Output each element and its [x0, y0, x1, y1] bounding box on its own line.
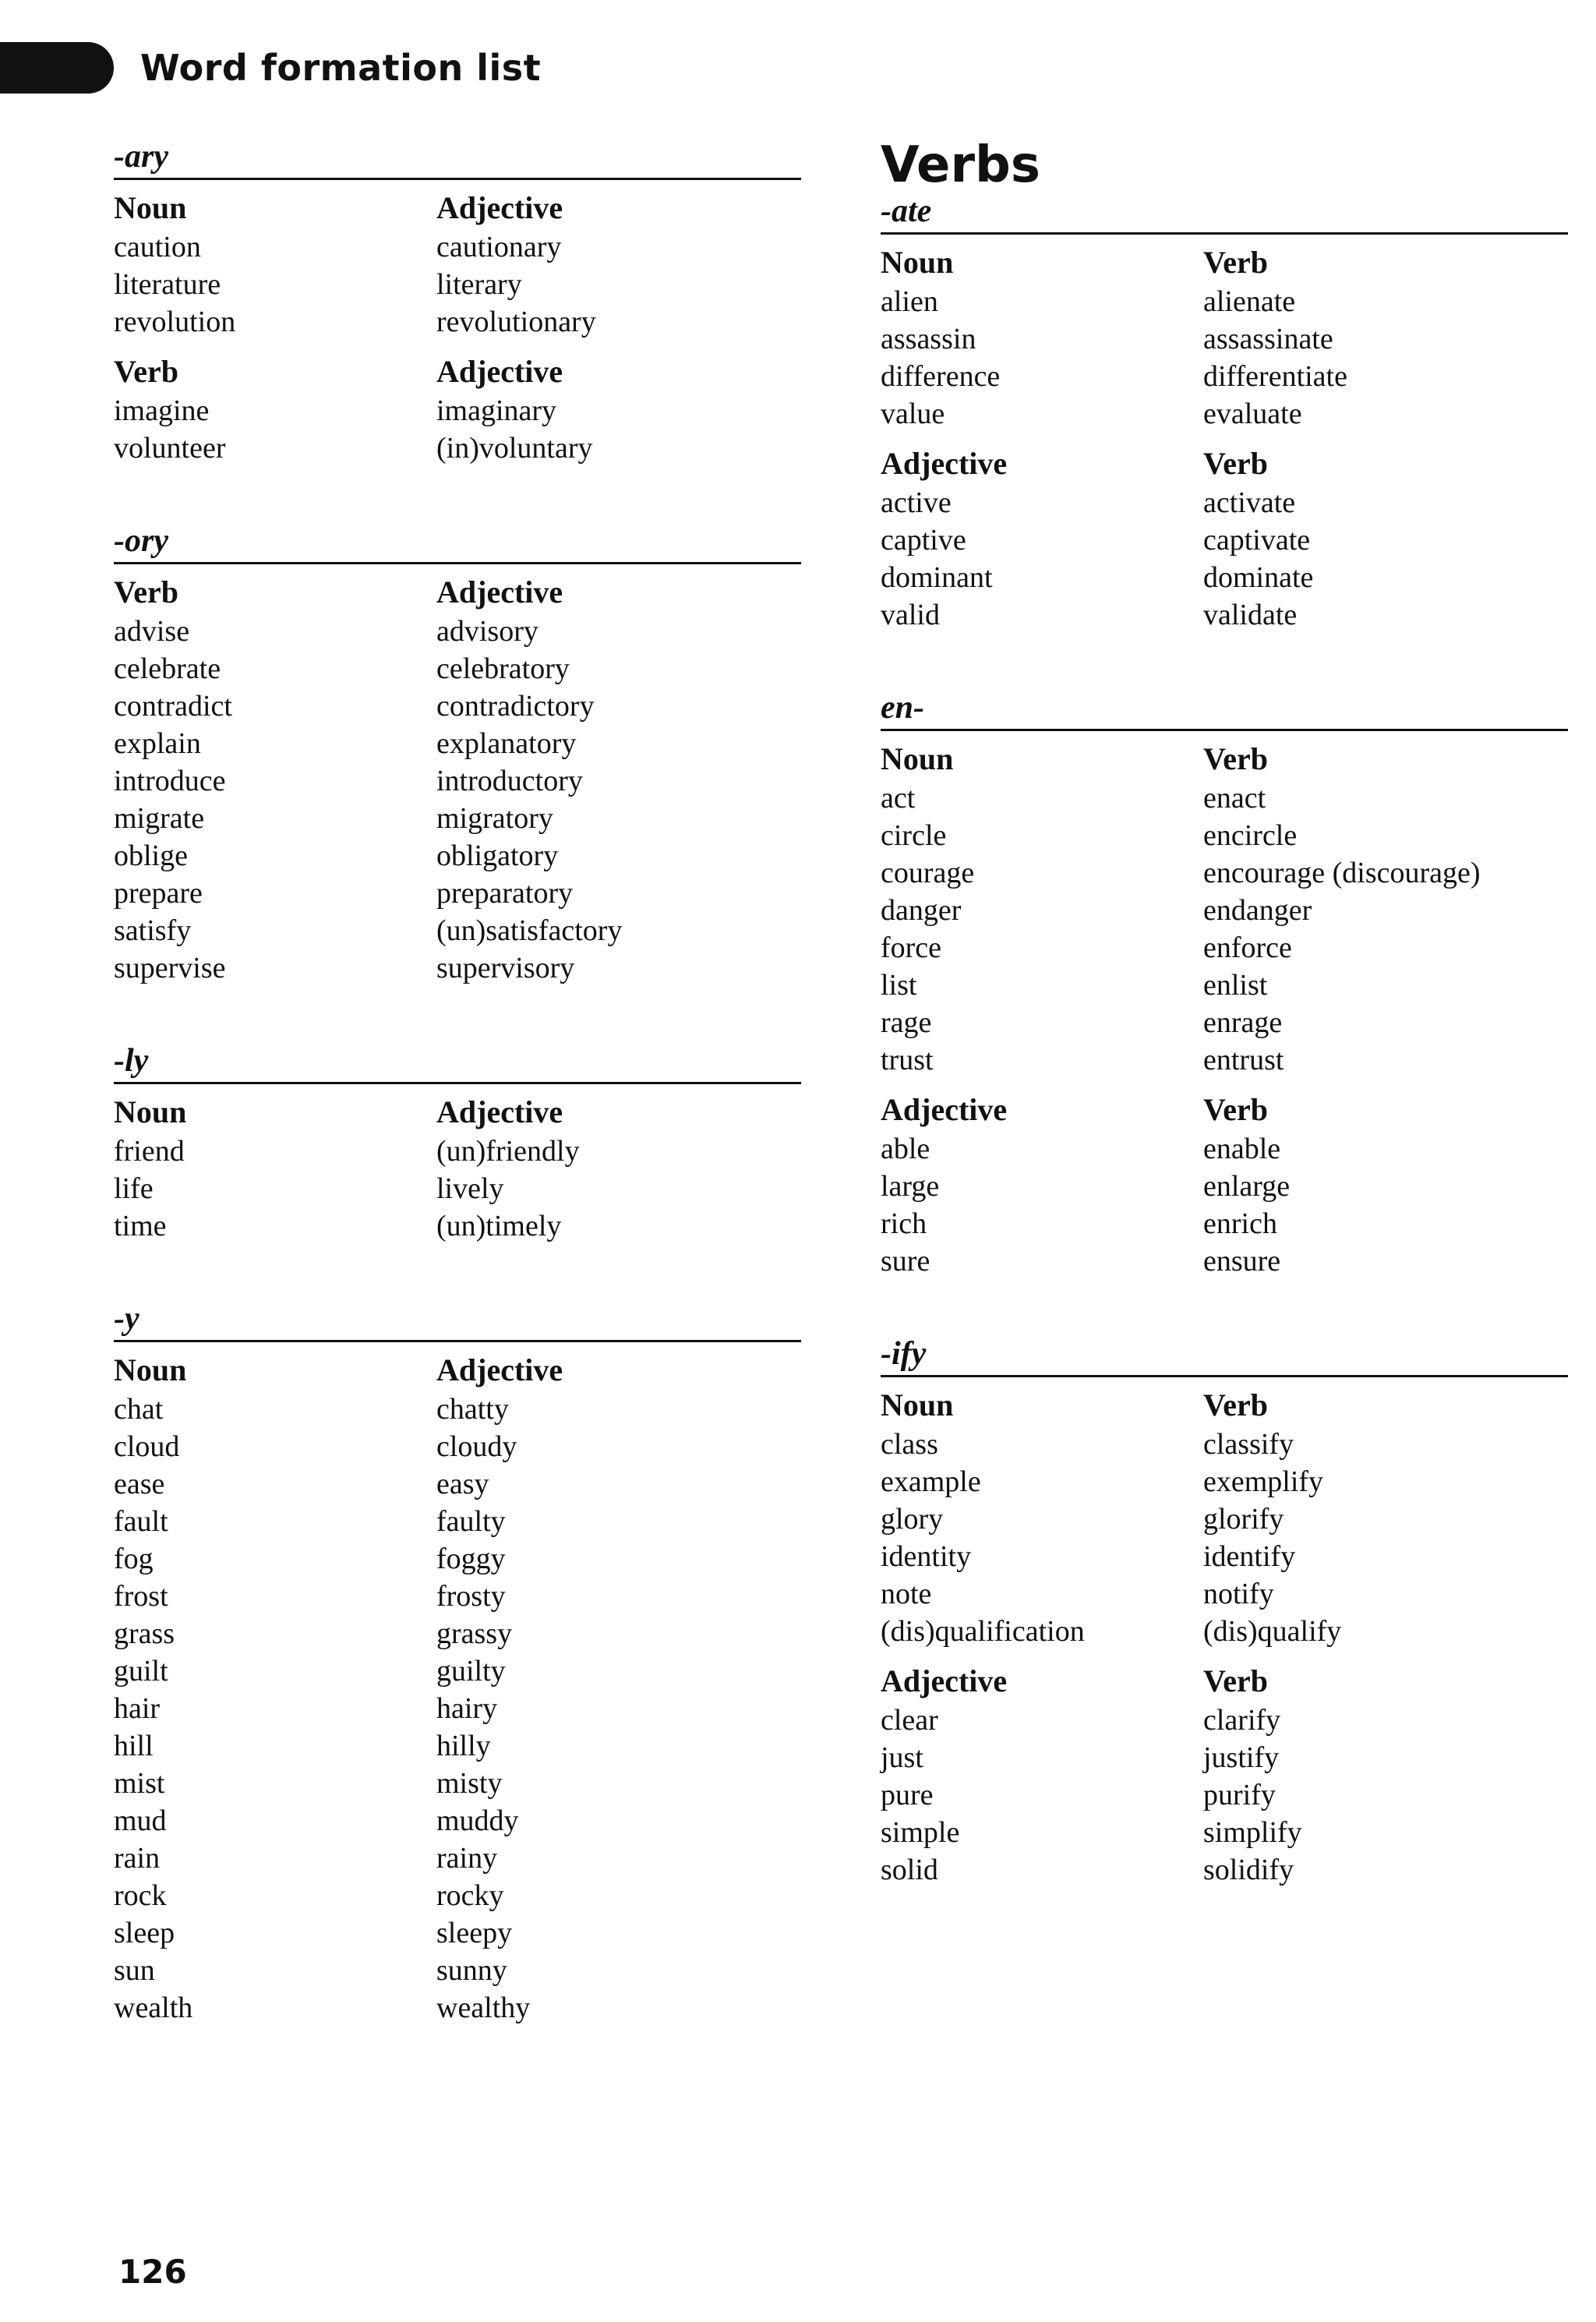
- derived-word: muddy: [436, 1804, 519, 1837]
- word-pair-row: [114, 392, 801, 429]
- base-word: mud: [114, 1804, 167, 1837]
- base-word: difference: [881, 360, 1001, 393]
- base-word: grass: [114, 1617, 175, 1650]
- word-pair-row: [114, 912, 801, 949]
- column-header-base: Noun: [881, 245, 954, 280]
- derived-word: literary: [436, 268, 522, 301]
- derived-word: dominate: [1203, 561, 1314, 594]
- word-group: [881, 242, 1568, 433]
- word-pair-row: [114, 949, 801, 987]
- base-word: (dis)qualification: [881, 1615, 1085, 1648]
- base-word: trust: [881, 1044, 934, 1076]
- column-header-derived: Adjective: [436, 574, 563, 610]
- word-group: [881, 1661, 1568, 1889]
- base-word: clear: [881, 1704, 938, 1737]
- base-word: sun: [114, 1954, 155, 1987]
- derived-word: enrich: [1203, 1207, 1277, 1240]
- word-pair-row: [114, 1727, 801, 1765]
- word-pair-row: [114, 1840, 801, 1877]
- word-pair-row: [881, 1168, 1568, 1205]
- column-header-row: [114, 1350, 801, 1391]
- base-word: alien: [881, 285, 938, 318]
- right-column: [881, 137, 1568, 1900]
- derived-word: alienate: [1203, 285, 1296, 318]
- base-word: rage: [881, 1006, 932, 1039]
- word-pair-row: [114, 1465, 801, 1503]
- base-word: act: [881, 782, 916, 815]
- word-pair-row: [881, 484, 1568, 521]
- word-pair-row: [881, 358, 1568, 395]
- base-word: ease: [114, 1468, 165, 1500]
- suffix-heading: -y: [114, 1301, 139, 1337]
- derived-word: enact: [1203, 782, 1266, 815]
- derived-word: chatty: [436, 1393, 509, 1426]
- base-word: simple: [881, 1816, 960, 1849]
- word-pair-row: [114, 1652, 801, 1690]
- word-pair-row: [114, 687, 801, 725]
- column-header-base: Noun: [114, 190, 187, 225]
- word-pair-row: [114, 1615, 801, 1652]
- derived-word: encourage (discourage): [1203, 857, 1481, 889]
- derived-word: hilly: [436, 1730, 491, 1762]
- derived-word: cloudy: [436, 1430, 517, 1463]
- base-word: large: [881, 1170, 940, 1203]
- column-header-base: Verb: [114, 574, 178, 610]
- base-word: frost: [114, 1580, 168, 1613]
- page-title: Word formation list: [140, 47, 542, 89]
- base-word: valid: [881, 599, 940, 631]
- base-word: contradict: [114, 690, 232, 723]
- base-word: example: [881, 1465, 981, 1498]
- column-header-derived: Verb: [1203, 1387, 1268, 1423]
- word-pair-row: [114, 1170, 801, 1207]
- derived-word: (in)voluntary: [436, 432, 593, 465]
- word-pair-row: [881, 1463, 1568, 1500]
- word-group: [114, 572, 801, 987]
- derived-word: rocky: [436, 1879, 504, 1912]
- word-pair-row: [881, 1205, 1568, 1242]
- derived-word: faulty: [436, 1505, 506, 1538]
- word-group: [881, 1385, 1568, 1650]
- derived-word: supervisory: [436, 952, 575, 984]
- base-word: glory: [881, 1503, 944, 1536]
- derived-word: sunny: [436, 1954, 507, 1987]
- derived-word: revolutionary: [436, 306, 596, 338]
- base-word: introduce: [114, 765, 226, 797]
- word-pair-row: [114, 1428, 801, 1465]
- derived-word: frosty: [436, 1580, 506, 1613]
- column-header-row: [881, 739, 1568, 779]
- derived-word: ensure: [1203, 1245, 1281, 1278]
- base-word: prepare: [114, 877, 203, 910]
- section-rule: [881, 232, 1568, 235]
- column-header-row: [881, 242, 1568, 283]
- column-header-derived: Verb: [1203, 1092, 1268, 1127]
- word-pair-row: [114, 1914, 801, 1952]
- section-ly: [114, 1041, 801, 1245]
- base-word: value: [881, 398, 945, 430]
- base-word: rich: [881, 1207, 927, 1240]
- word-pair-row: [114, 1133, 801, 1170]
- word-pair-row: [881, 559, 1568, 596]
- column-header-row: [114, 572, 801, 613]
- base-word: cloud: [114, 1430, 180, 1463]
- word-pair-row: [114, 1503, 801, 1540]
- base-word: captive: [881, 524, 966, 557]
- derived-word: purify: [1203, 1779, 1276, 1811]
- word-pair-row: [114, 1578, 801, 1615]
- base-word: hill: [114, 1730, 154, 1762]
- word-pair-row: [881, 1851, 1568, 1889]
- derived-word: enrage: [1203, 1006, 1283, 1039]
- word-pair-row: [114, 266, 801, 303]
- column-header-base: Noun: [881, 1387, 954, 1423]
- derived-word: notify: [1203, 1578, 1274, 1610]
- column-header-derived: Verb: [1203, 741, 1268, 776]
- word-pair-row: [114, 725, 801, 762]
- base-word: able: [881, 1133, 930, 1165]
- word-pair-row: [114, 1802, 801, 1840]
- column-header-row: [881, 1385, 1568, 1426]
- base-word: wealth: [114, 1992, 193, 2024]
- suffix-heading: en-: [881, 690, 924, 726]
- column-header-derived: Adjective: [436, 354, 563, 389]
- word-pair-row: [114, 837, 801, 875]
- section-rule: [114, 178, 801, 180]
- word-pair-row: [881, 1041, 1568, 1079]
- word-pair-row: [881, 1739, 1568, 1776]
- section-rule: [114, 1340, 801, 1342]
- section-rule: [881, 1375, 1568, 1377]
- base-word: fog: [114, 1543, 154, 1575]
- base-word: sleep: [114, 1917, 175, 1949]
- word-group: [114, 1092, 801, 1245]
- base-word: hair: [114, 1692, 161, 1725]
- derived-word: advisory: [436, 615, 538, 648]
- derived-word: misty: [436, 1767, 503, 1800]
- base-word: literature: [114, 268, 221, 301]
- derived-word: enforce: [1203, 931, 1292, 964]
- word-pair-row: [114, 429, 801, 467]
- derived-word: grassy: [436, 1617, 513, 1650]
- base-word: rock: [114, 1879, 167, 1912]
- derived-word: hairy: [436, 1692, 498, 1725]
- word-group: [114, 352, 801, 467]
- base-word: force: [881, 931, 942, 964]
- section-rule: [114, 1082, 801, 1084]
- section-spacer: [881, 645, 1568, 688]
- derived-word: (dis)qualify: [1203, 1615, 1342, 1648]
- column-header-base: Adjective: [881, 1663, 1008, 1698]
- column-header-base: Adjective: [881, 1092, 1008, 1127]
- derived-word: encircle: [1203, 819, 1298, 852]
- word-pair-row: [114, 1690, 801, 1727]
- word-pair-row: [881, 817, 1568, 854]
- word-pair-row: [114, 1989, 801, 2027]
- word-pair-row: [881, 1702, 1568, 1739]
- page-number: 126: [118, 2253, 187, 2291]
- column-header-derived: Adjective: [436, 1352, 563, 1387]
- base-word: solid: [881, 1854, 938, 1886]
- word-pair-row: [114, 303, 801, 341]
- right-sections: [881, 192, 1568, 1889]
- base-word: explain: [114, 727, 201, 760]
- derived-word: easy: [436, 1468, 489, 1500]
- word-pair-row: [881, 1426, 1568, 1463]
- derived-word: exemplify: [1203, 1465, 1324, 1498]
- derived-word: solidify: [1203, 1854, 1294, 1886]
- word-pair-row: [881, 1242, 1568, 1280]
- base-word: fault: [114, 1505, 168, 1538]
- section-spacer: [114, 1256, 801, 1299]
- column-header-row: [881, 444, 1568, 484]
- derived-word: identify: [1203, 1540, 1296, 1573]
- word-pair-row: [114, 1207, 801, 1245]
- base-word: list: [881, 969, 917, 1002]
- derived-word: assassinate: [1203, 323, 1333, 355]
- section-rule: [881, 729, 1568, 731]
- word-group: [881, 1090, 1568, 1280]
- suffix-heading: -ly: [114, 1043, 149, 1079]
- base-word: life: [114, 1172, 154, 1205]
- derived-word: simplify: [1203, 1816, 1302, 1849]
- derived-word: sleepy: [436, 1917, 513, 1949]
- section-ify: [881, 1334, 1568, 1889]
- word-pair-row: [114, 800, 801, 837]
- base-word: guilt: [114, 1655, 168, 1688]
- word-pair-row: [881, 521, 1568, 559]
- base-word: assassin: [881, 323, 976, 355]
- suffix-heading: -ify: [881, 1336, 927, 1372]
- word-pair-row: [881, 1613, 1568, 1650]
- section-ary: [114, 137, 801, 467]
- derived-word: evaluate: [1203, 398, 1302, 430]
- derived-word: activate: [1203, 486, 1296, 519]
- word-pair-row: [881, 1538, 1568, 1575]
- base-word: just: [881, 1741, 923, 1774]
- word-pair-row: [881, 320, 1568, 358]
- suffix-heading: -ate: [881, 193, 932, 229]
- base-word: friend: [114, 1135, 185, 1168]
- derived-word: wealthy: [436, 1992, 531, 2024]
- base-word: pure: [881, 1779, 934, 1811]
- derived-word: cautionary: [436, 231, 562, 263]
- derived-word: enlist: [1203, 969, 1268, 1002]
- section-spacer: [881, 1291, 1568, 1334]
- base-word: class: [881, 1428, 938, 1461]
- column-header-row: [114, 188, 801, 228]
- section-y: [114, 1299, 801, 2027]
- left-column: [114, 137, 801, 2037]
- base-word: mist: [114, 1767, 165, 1800]
- derived-word: introductory: [436, 765, 583, 797]
- base-word: migrate: [114, 802, 205, 835]
- base-word: identity: [881, 1540, 972, 1573]
- word-group: [114, 188, 801, 341]
- word-pair-row: [114, 228, 801, 266]
- column-header-row: [881, 1661, 1568, 1702]
- derived-word: obligatory: [436, 839, 559, 872]
- word-pair-row: [114, 650, 801, 687]
- word-pair-row: [881, 929, 1568, 967]
- base-word: supervise: [114, 952, 226, 984]
- base-word: courage: [881, 857, 975, 889]
- column-header-row: [114, 352, 801, 392]
- word-pair-row: [881, 967, 1568, 1004]
- word-pair-row: [881, 779, 1568, 817]
- section-spacer: [114, 478, 801, 521]
- word-pair-row: [114, 1540, 801, 1578]
- derived-word: foggy: [436, 1543, 506, 1575]
- word-pair-row: [114, 613, 801, 650]
- word-pair-row: [881, 1130, 1568, 1168]
- word-pair-row: [114, 875, 801, 912]
- column-header-row: [881, 1090, 1568, 1130]
- base-word: sure: [881, 1245, 930, 1278]
- section-ate: [881, 192, 1568, 634]
- derived-word: contradictory: [436, 690, 595, 723]
- derived-word: validate: [1203, 599, 1298, 631]
- derived-word: imaginary: [436, 394, 557, 427]
- column-header-base: Noun: [114, 1352, 187, 1387]
- base-word: revolution: [114, 306, 236, 338]
- part-title-verbs: Verbs: [881, 136, 1040, 194]
- base-word: satisfy: [114, 914, 192, 947]
- base-word: time: [114, 1210, 167, 1242]
- derived-word: captivate: [1203, 524, 1311, 557]
- base-word: note: [881, 1578, 932, 1610]
- word-pair-row: [114, 1952, 801, 1989]
- base-word: celebrate: [114, 652, 221, 685]
- derived-word: endanger: [1203, 894, 1312, 927]
- word-group: [881, 444, 1568, 634]
- column-header-derived: Verb: [1203, 245, 1268, 280]
- derived-word: justify: [1203, 1741, 1280, 1774]
- section-ory: [114, 521, 801, 987]
- base-word: caution: [114, 231, 201, 263]
- derived-word: rainy: [436, 1842, 498, 1875]
- column-header-base: Adjective: [881, 446, 1008, 481]
- base-word: danger: [881, 894, 962, 927]
- derived-word: preparatory: [436, 877, 574, 910]
- derived-word: celebratory: [436, 652, 570, 685]
- word-group: [881, 739, 1568, 1079]
- word-pair-row: [114, 1391, 801, 1428]
- word-pair-row: [881, 1814, 1568, 1851]
- column-header-base: Noun: [881, 741, 954, 776]
- column-header-derived: Verb: [1203, 446, 1268, 481]
- word-pair-row: [881, 1776, 1568, 1814]
- base-word: imagine: [114, 394, 210, 427]
- word-pair-row: [881, 283, 1568, 320]
- word-pair-row: [881, 1004, 1568, 1041]
- word-pair-row: [881, 395, 1568, 433]
- derived-word: (un)satisfactory: [436, 914, 623, 947]
- word-pair-row: [881, 1575, 1568, 1613]
- word-group: [114, 1350, 801, 2027]
- derived-word: clarify: [1203, 1704, 1281, 1737]
- base-word: oblige: [114, 839, 188, 872]
- word-pair-row: [881, 854, 1568, 892]
- derived-word: lively: [436, 1172, 504, 1205]
- column-header-derived: Verb: [1203, 1663, 1268, 1698]
- section-en: [881, 688, 1568, 1280]
- word-pair-row: [114, 1765, 801, 1802]
- derived-word: enable: [1203, 1133, 1281, 1165]
- derived-word: migratory: [436, 802, 553, 835]
- derived-word: explanatory: [436, 727, 577, 760]
- base-word: advise: [114, 615, 190, 648]
- derived-word: classify: [1203, 1428, 1294, 1461]
- derived-word: enlarge: [1203, 1170, 1291, 1203]
- section-rule: [114, 562, 801, 564]
- base-word: rain: [114, 1842, 161, 1875]
- base-word: volunteer: [114, 432, 226, 465]
- header-tab-marker: [0, 42, 114, 94]
- section-spacer: [114, 998, 801, 1041]
- suffix-heading: -ary: [114, 139, 168, 175]
- column-header-row: [114, 1092, 801, 1133]
- derived-word: guilty: [436, 1655, 506, 1688]
- column-header-base: Verb: [114, 354, 178, 389]
- column-header-base: Noun: [114, 1094, 187, 1129]
- word-pair-row: [881, 1500, 1568, 1538]
- base-word: active: [881, 486, 952, 519]
- base-word: circle: [881, 819, 947, 852]
- word-pair-row: [114, 762, 801, 800]
- column-header-derived: Adjective: [436, 1094, 563, 1129]
- derived-word: glorify: [1203, 1503, 1284, 1536]
- derived-word: (un)timely: [436, 1210, 562, 1242]
- base-word: chat: [114, 1393, 164, 1426]
- suffix-heading: -ory: [114, 523, 168, 559]
- word-pair-row: [114, 1877, 801, 1914]
- word-pair-row: [881, 596, 1568, 634]
- derived-word: differentiate: [1203, 360, 1347, 393]
- derived-word: (un)friendly: [436, 1135, 580, 1168]
- derived-word: entrust: [1203, 1044, 1284, 1076]
- word-pair-row: [881, 892, 1568, 929]
- base-word: dominant: [881, 561, 993, 594]
- column-header-derived: Adjective: [436, 190, 563, 225]
